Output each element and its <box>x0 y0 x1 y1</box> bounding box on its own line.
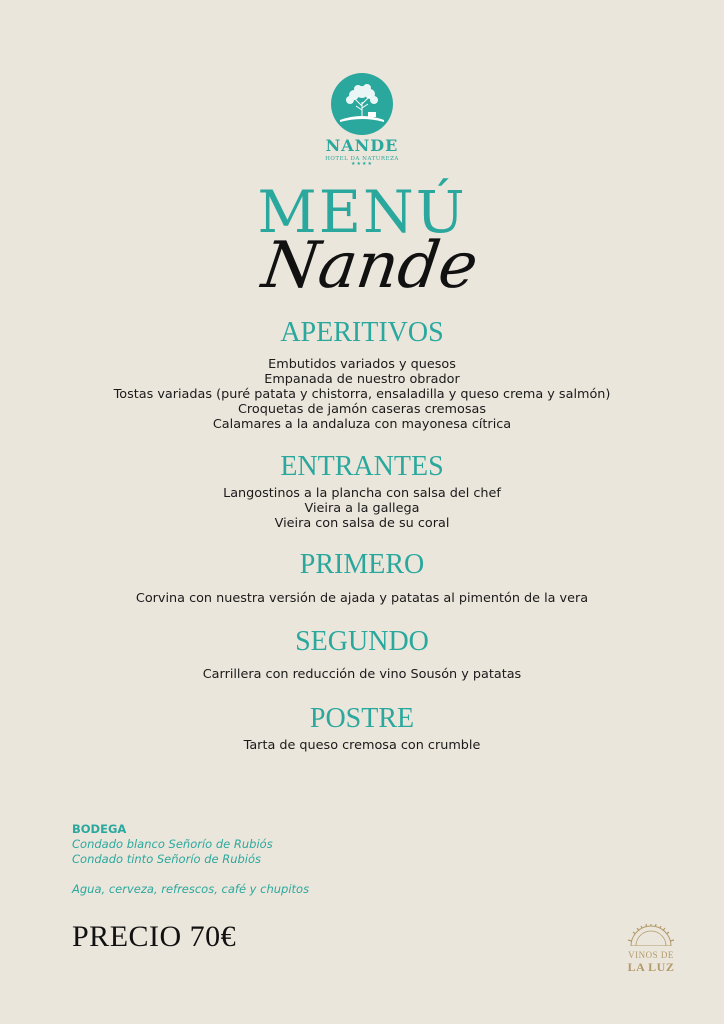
menu-script-title: Nande <box>257 229 483 303</box>
dish-item: Carrillera con reducción de vino Sousón y patatas <box>202 667 522 682</box>
section-heading-aperitivos: APERITIVOS <box>280 317 444 348</box>
section-heading-postre: POSTRE <box>309 703 415 734</box>
section-heading-entrantes: ENTRANTES <box>280 451 444 482</box>
dish-item: Tostas variadas (puré patata y chistorra, ensaladilla y queso crema y salmón) <box>113 387 611 402</box>
dish-item: Calamares a la andaluza con mayonesa cítrica <box>212 417 512 432</box>
menu-title: MENÚ <box>257 178 467 246</box>
dish-item: Langostinos a la plancha con salsa del chef <box>223 486 501 501</box>
bodega-label: BODEGA <box>72 822 127 836</box>
dish-item: Empanada de nuestro obrador <box>264 372 460 387</box>
dish-item: Embutidos variados y quesos <box>268 357 456 372</box>
wine-item: Condado blanco Señorío de Rubiós <box>72 837 273 851</box>
price-label: PRECIO 70€ <box>72 920 237 953</box>
wine-item: Condado tinto Señorío de Rubiós <box>72 852 262 866</box>
wine-logo-line1: VINOS DE <box>628 950 674 960</box>
dish-item: Corvina con nuestra versión de ajada y patatas al pimentón de la vera <box>135 591 589 606</box>
dish-item: Vieira con salsa de su coral <box>274 516 450 531</box>
bodega-block <box>72 822 309 897</box>
dish-item: Tarta de queso cremosa con crumble <box>243 738 481 753</box>
wine-logo-line2: LA LUZ <box>627 960 675 974</box>
section-heading-segundo: SEGUNDO <box>295 626 429 657</box>
sunburst-icon <box>626 922 676 946</box>
brand-subtitle: HOTEL DA NATUREZA <box>325 156 399 162</box>
brand-stars: ★★★★ <box>351 161 373 167</box>
vinos-de-la-luz-logo <box>622 922 680 984</box>
dish-item: Vieira a la gallega <box>304 501 420 516</box>
drinks-extras: Agua, cerveza, refrescos, café y chupitos <box>72 882 310 896</box>
tree-logo-icon <box>330 72 394 136</box>
dish-item: Croquetas de jamón caseras cremosas <box>238 402 486 417</box>
brand-name: NANDE <box>325 136 399 155</box>
section-heading-primero: PRIMERO <box>299 549 425 580</box>
